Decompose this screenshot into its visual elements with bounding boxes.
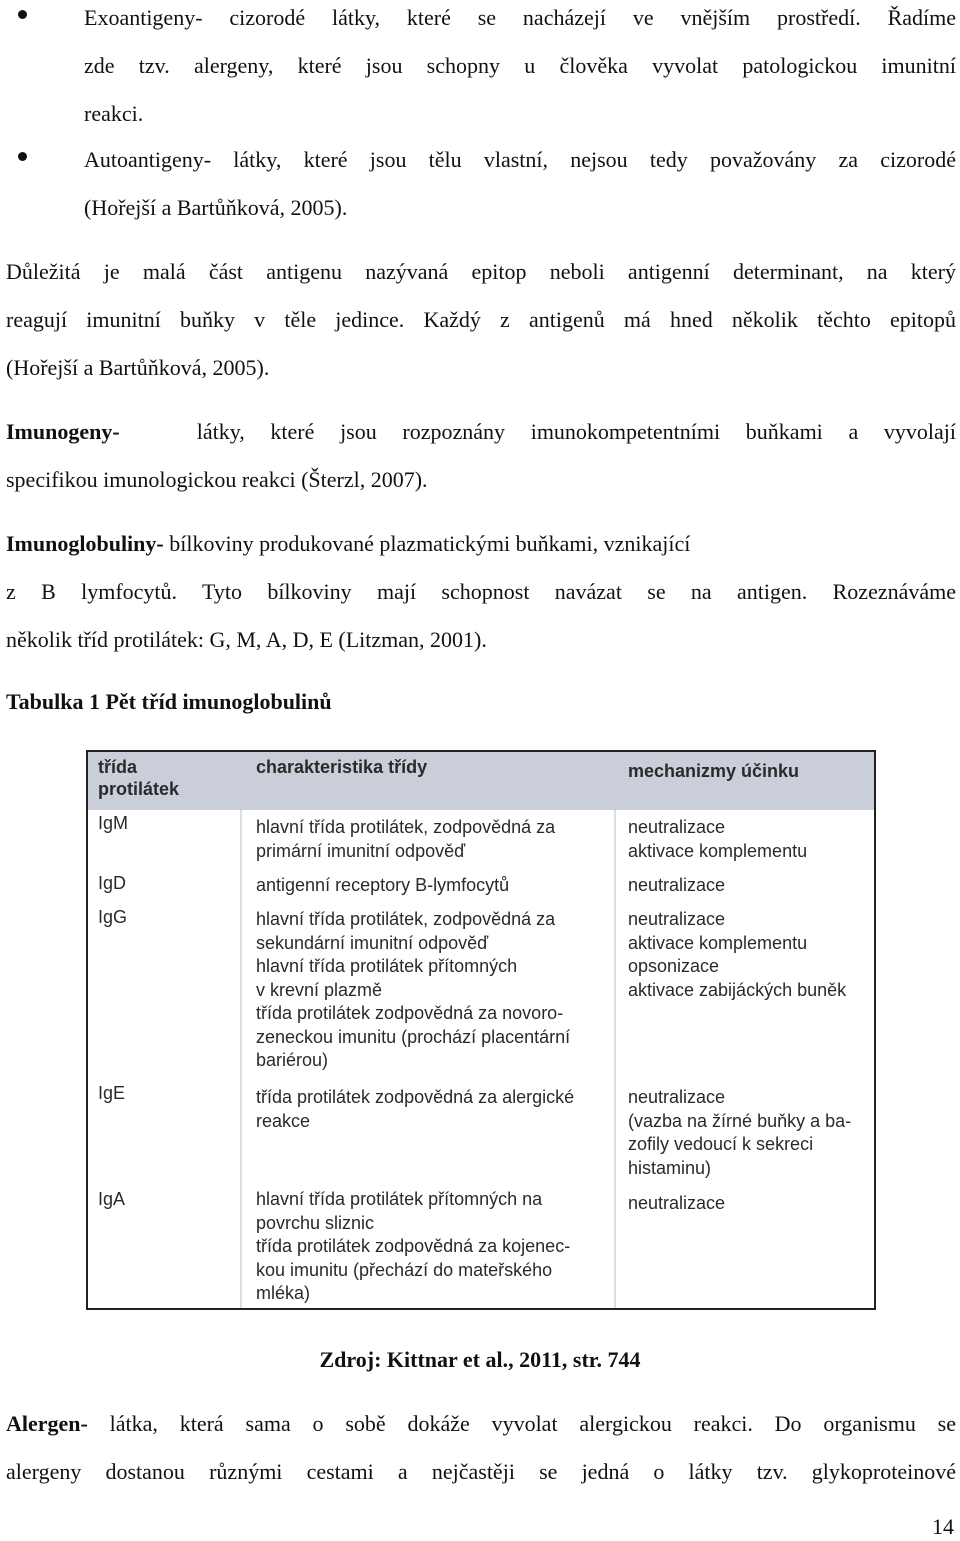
paragraph-line: alergeny dostanou různými cestami a nejčastěji se jedná o látky tzv. glykoproteinové bbox=[6, 1459, 956, 1484]
paragraph-alergen bbox=[6, 1400, 956, 1496]
header-mechanism: mechanizmy účinku bbox=[628, 761, 800, 781]
cell-class: IgA bbox=[98, 1189, 126, 1209]
paragraph-epitop bbox=[6, 248, 956, 392]
cell-characteristic: hlavní třída protilátek přítomných na povrchu sliznic třída protilátek zodpovědná za kojenec- kou imunitu (přechází do mateřského mléka) bbox=[256, 1189, 571, 1303]
table-header bbox=[88, 752, 874, 810]
header-class: třída protilátek bbox=[98, 757, 180, 799]
cell-class: IgD bbox=[98, 873, 127, 893]
definition-text: bílkoviny produkované plazmatickými buňkami, vznikající bbox=[163, 531, 691, 556]
cell-mechanism: neutralizace (vazba na žírné buňky a ba- zofily vedoucí k sekreci histaminu) bbox=[628, 1087, 852, 1178]
cell-characteristic: antigenní receptory B-lymfocytů bbox=[256, 875, 510, 895]
cell-mechanism: neutralizace bbox=[628, 1193, 726, 1213]
paragraph-line: specifikou imunologickou reakci (Šterzl, 2007). bbox=[6, 467, 428, 492]
paragraph-line bbox=[6, 408, 956, 456]
page-number: 14 bbox=[932, 1514, 954, 1539]
cell-class: IgG bbox=[98, 907, 128, 927]
bullet-dot-icon bbox=[18, 10, 27, 19]
paragraph-line: Důležitá je malá část antigenu nazývaná epitop neboli antigenní determinant, na který bbox=[6, 259, 956, 284]
bullet-line: Exoantigeny- cizorodé látky, které se nacházejí ve vnějším prostředí. Řadíme bbox=[84, 5, 956, 30]
bullet-line: (Hořejší a Bartůňková, 2005). bbox=[84, 195, 348, 220]
bullet-item-autoantigeny bbox=[84, 136, 956, 232]
paragraph-line bbox=[6, 1400, 956, 1448]
table-source: Zdroj: Kittnar et al., 2011, str. 744 bbox=[319, 1347, 641, 1372]
bullet-line: reakci. bbox=[84, 101, 144, 126]
term-imunoglobuliny: Imunoglobuliny- bbox=[6, 531, 164, 556]
term-alergen: Alergen- bbox=[6, 1411, 88, 1436]
cell-mechanism: neutralizace aktivace komplementu bbox=[628, 817, 808, 861]
bullet-line: zde tzv. alergeny, které jsou schopny u člověka vyvolat patologickou imunitní bbox=[84, 53, 956, 78]
bullet-dot-icon bbox=[18, 152, 27, 161]
paragraph-line: (Hořejší a Bartůňková, 2005). bbox=[6, 355, 270, 380]
paragraph-imunogeny bbox=[6, 408, 956, 504]
paragraph-line: z B lymfocytů. Tyto bílkoviny mají schopnost navázat se na antigen. Rozeznáváme bbox=[6, 579, 956, 604]
table-caption: Tabulka 1 Pět tříd imunoglobulinů bbox=[6, 689, 332, 714]
definition-text: látky, které jsou rozpoznány imunokompetentními buňkami a vyvolají bbox=[196, 419, 956, 444]
cell-characteristic: hlavní třída protilátek, zodpovědná za primární imunitní odpověď bbox=[256, 817, 556, 861]
cell-mechanism: neutralizace bbox=[628, 875, 726, 895]
paragraph-line: reagují imunitní buňky v těle jedince. Každý z antigenů má hned několik těchto epitopů bbox=[6, 307, 956, 332]
cell-characteristic: třída protilátek zodpovědná za alergické reakce bbox=[256, 1087, 575, 1131]
header-characteristic: charakteristika třídy bbox=[256, 757, 428, 777]
column-divider bbox=[240, 810, 242, 1310]
paragraph-line: několik tříd protilátek: G, M, A, D, E (Litzman, 2001). bbox=[6, 627, 487, 652]
immunoglobulin-table bbox=[86, 750, 876, 1310]
term-imunogeny: Imunogeny- bbox=[6, 419, 120, 444]
cell-class: IgE bbox=[98, 1083, 126, 1103]
definition-text: látka, která sama o sobě dokáže vyvolat alergickou reakci. Do organismu se bbox=[87, 1411, 956, 1436]
bullet-line: Autoantigeny- látky, které jsou tělu vlastní, nejsou tedy považovány za cizorodé bbox=[84, 147, 956, 172]
bullet-item-exoantigeny bbox=[84, 0, 956, 138]
cell-mechanism: neutralizace aktivace komplementu opsonizace aktivace zabijáckých buněk bbox=[628, 909, 847, 1000]
paragraph-imunoglobuliny bbox=[6, 520, 956, 664]
cell-characteristic: hlavní třída protilátek, zodpovědná za sekundární imunitní odpověď hlavní třída protilátek přítomných v krevní plazmě třída protilátek zodpovědná za novoro- zeneckou imunitu (prochází placentární bariérou) bbox=[256, 909, 571, 1070]
paragraph-line bbox=[6, 520, 956, 568]
cell-class: IgM bbox=[98, 813, 129, 833]
